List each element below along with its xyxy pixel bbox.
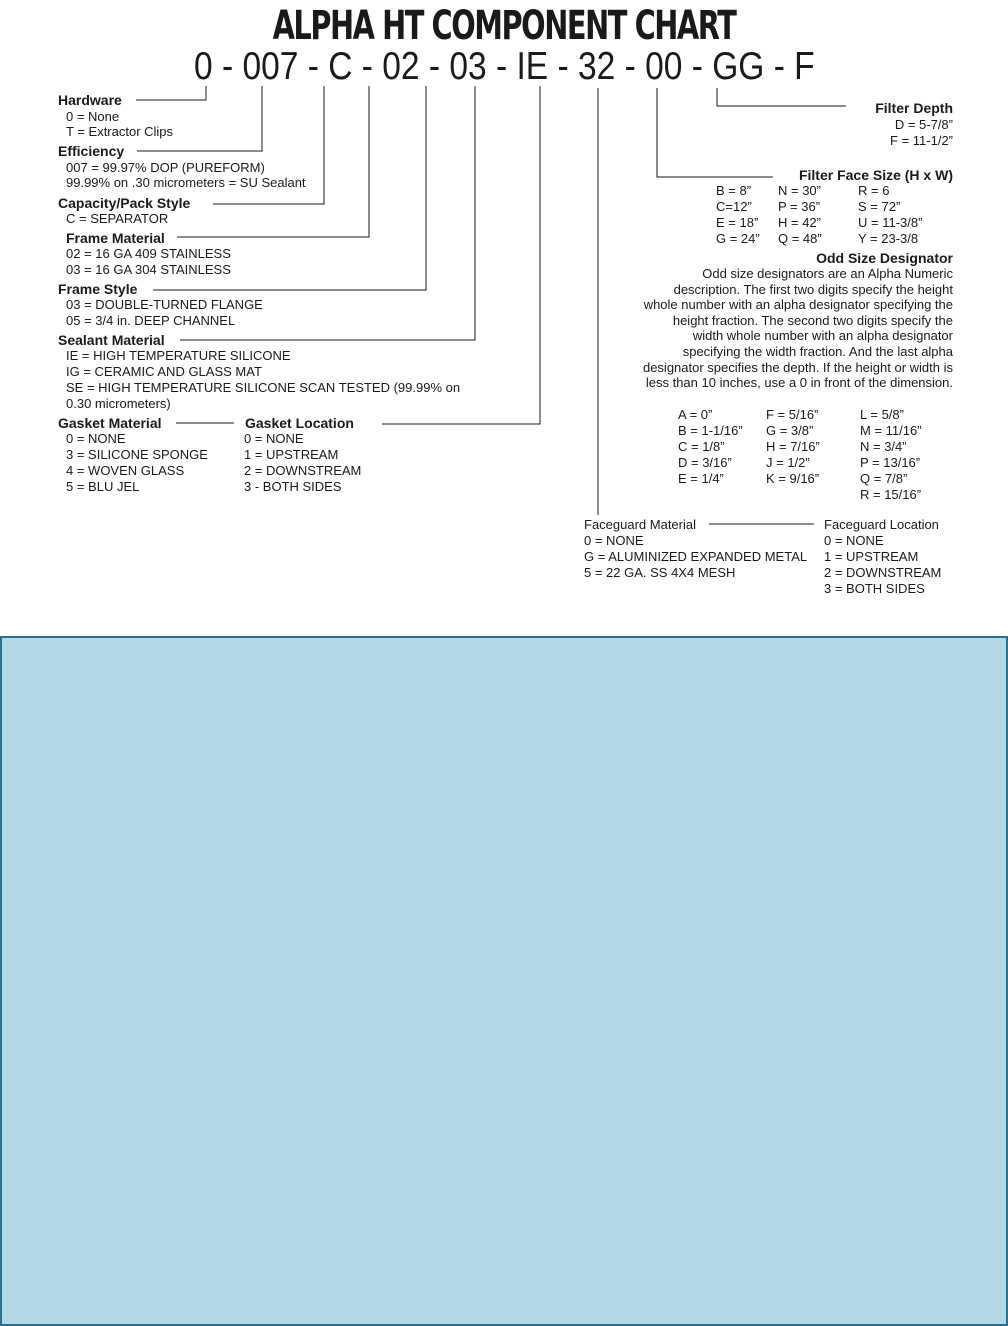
odd-size-option: C = 1/8” xyxy=(678,439,725,454)
filter-depth-label: Filter Depth xyxy=(875,100,953,116)
odd-size-option: B = 1-1/16” xyxy=(678,423,743,438)
face-size-option: E = 18” xyxy=(716,215,759,230)
faceguard-location-option: 0 = NONE xyxy=(824,533,884,548)
faceguard-material-option: 5 = 22 GA. SS 4X4 MESH xyxy=(584,565,736,580)
efficiency-option: 007 = 99.97% DOP (PUREFORM) xyxy=(66,160,265,175)
chart-title: ALPHA HT COMPONENT CHART xyxy=(272,3,736,49)
frame-material-option: 03 = 16 GA 304 STAINLESS xyxy=(66,262,231,277)
faceguard-location-option: 1 = UPSTREAM xyxy=(824,549,919,564)
frame-style-option: 05 = 3/4 in. DEEP CHANNEL xyxy=(66,313,236,328)
odd-size-option: P = 13/16” xyxy=(860,455,921,470)
gasket-location-connector xyxy=(382,86,540,424)
face-size-option: C=12” xyxy=(716,199,752,214)
odd-size-option: E = 1/4” xyxy=(678,471,724,486)
face-size-option: G = 24” xyxy=(716,231,760,246)
sealant-option: IG = CERAMIC AND GLASS MAT xyxy=(66,364,262,379)
odd-size-option: A = 0” xyxy=(678,407,713,422)
hardware-label: Hardware xyxy=(58,92,122,108)
odd-size-description: Odd size designators are an Alpha Numeric description. The first two digits specify the height whole number with an alpha designator specifying the height fraction. The second two digits specify the width whole number with an alpha designator specifying the width fraction. And the last alpha designator specifies the depth. If the height or width is less than 10 inches, use a 0 in front of the dimension. xyxy=(642,266,953,391)
face-size-option: U = 11-3/8” xyxy=(858,215,923,230)
sealant-option: SE = HIGH TEMPERATURE SILICONE SCAN TESTED (99.99% on xyxy=(66,380,461,395)
face-size-option: P = 36” xyxy=(778,199,821,214)
sealant-option: 0.30 micrometers) xyxy=(66,396,171,411)
odd-size-option: L = 5/8” xyxy=(860,407,904,422)
gasket-material-option: 3 = SILICONE SPONGE xyxy=(66,447,208,462)
efficiency-label: Efficiency xyxy=(58,143,125,159)
frame-material-label: Frame Material xyxy=(66,230,165,246)
frame-material-option: 02 = 16 GA 409 STAINLESS xyxy=(66,246,231,261)
efficiency-option: 99.99% on .30 micrometers = SU Sealant xyxy=(66,175,306,190)
capacity-option: C = SEPARATOR xyxy=(66,211,169,226)
odd-size-option: Q = 7/8” xyxy=(860,471,908,486)
faceguard-material-option: 0 = NONE xyxy=(584,533,644,548)
faceguard-location-option: 3 = BOTH SIDES xyxy=(824,581,925,596)
face-size-option: N = 30” xyxy=(778,183,821,198)
faceguard-location-option: 2 = DOWNSTREAM xyxy=(824,565,942,580)
hardware-connector xyxy=(136,86,206,100)
frame-style-option: 03 = DOUBLE-TURNED FLANGE xyxy=(66,297,263,312)
filter-depth-option: D = 5-7/8” xyxy=(894,117,953,132)
face-size-option: Y = 23-3/8 xyxy=(858,231,919,246)
gasket-material-option: 0 = NONE xyxy=(66,431,126,446)
face-size-label: Filter Face Size (H x W) xyxy=(798,167,953,183)
gasket-location-option: 0 = NONE xyxy=(244,431,304,446)
face-size-option: H = 42” xyxy=(778,215,821,230)
gasket-material-option: 5 = BLU JEL xyxy=(66,479,140,494)
hardware-option: T = Extractor Clips xyxy=(66,124,174,139)
gasket-material-option: 4 = WOVEN GLASS xyxy=(66,463,185,478)
blue-panel xyxy=(0,636,1008,1326)
face-size-connector xyxy=(657,88,773,177)
gasket-location-option: 3 - BOTH SIDES xyxy=(244,479,342,494)
gasket-location-label: Gasket Location xyxy=(245,415,354,431)
frame-style-label: Frame Style xyxy=(58,281,138,297)
sealant-label: Sealant Material xyxy=(58,332,165,348)
odd-size-option: D = 3/16” xyxy=(678,455,732,470)
faceguard-material-label: Faceguard Material xyxy=(584,517,696,532)
odd-size-option: F = 5/16” xyxy=(766,407,819,422)
gasket-material-label: Gasket Material xyxy=(58,415,162,431)
odd-size-option: K = 9/16” xyxy=(766,471,820,486)
odd-size-option: G = 3/8” xyxy=(766,423,814,438)
hardware-option: 0 = None xyxy=(66,109,120,124)
efficiency-connector xyxy=(137,86,262,151)
odd-size-option: M = 11/16” xyxy=(860,423,922,438)
gasket-location-option: 1 = UPSTREAM xyxy=(244,447,339,462)
faceguard-location-label: Faceguard Location xyxy=(824,517,939,532)
odd-size-option: R = 15/16” xyxy=(860,487,922,502)
capacity-label: Capacity/Pack Style xyxy=(58,195,191,211)
odd-size-option: J = 1/2” xyxy=(766,455,810,470)
part-number-code: 0 - 007 - C - 02 - 03 - IE - 32 - 00 - GG - F xyxy=(194,45,815,88)
sealant-option: IE = HIGH TEMPERATURE SILICONE xyxy=(66,348,291,363)
face-size-option: S = 72” xyxy=(858,199,901,214)
odd-size-option: H = 7/16” xyxy=(766,439,820,454)
face-size-option: B = 8” xyxy=(716,183,752,198)
filter-depth-option: F = 11-1/2” xyxy=(890,133,953,148)
odd-size-label: Odd Size Designator xyxy=(816,250,953,266)
odd-size-option: N = 3/4” xyxy=(860,439,907,454)
face-size-option: Q = 48” xyxy=(778,231,822,246)
face-size-option: R = 6 xyxy=(858,183,890,198)
faceguard-material-option: G = ALUMINIZED EXPANDED METAL xyxy=(584,549,808,564)
gasket-location-option: 2 = DOWNSTREAM xyxy=(244,463,362,478)
